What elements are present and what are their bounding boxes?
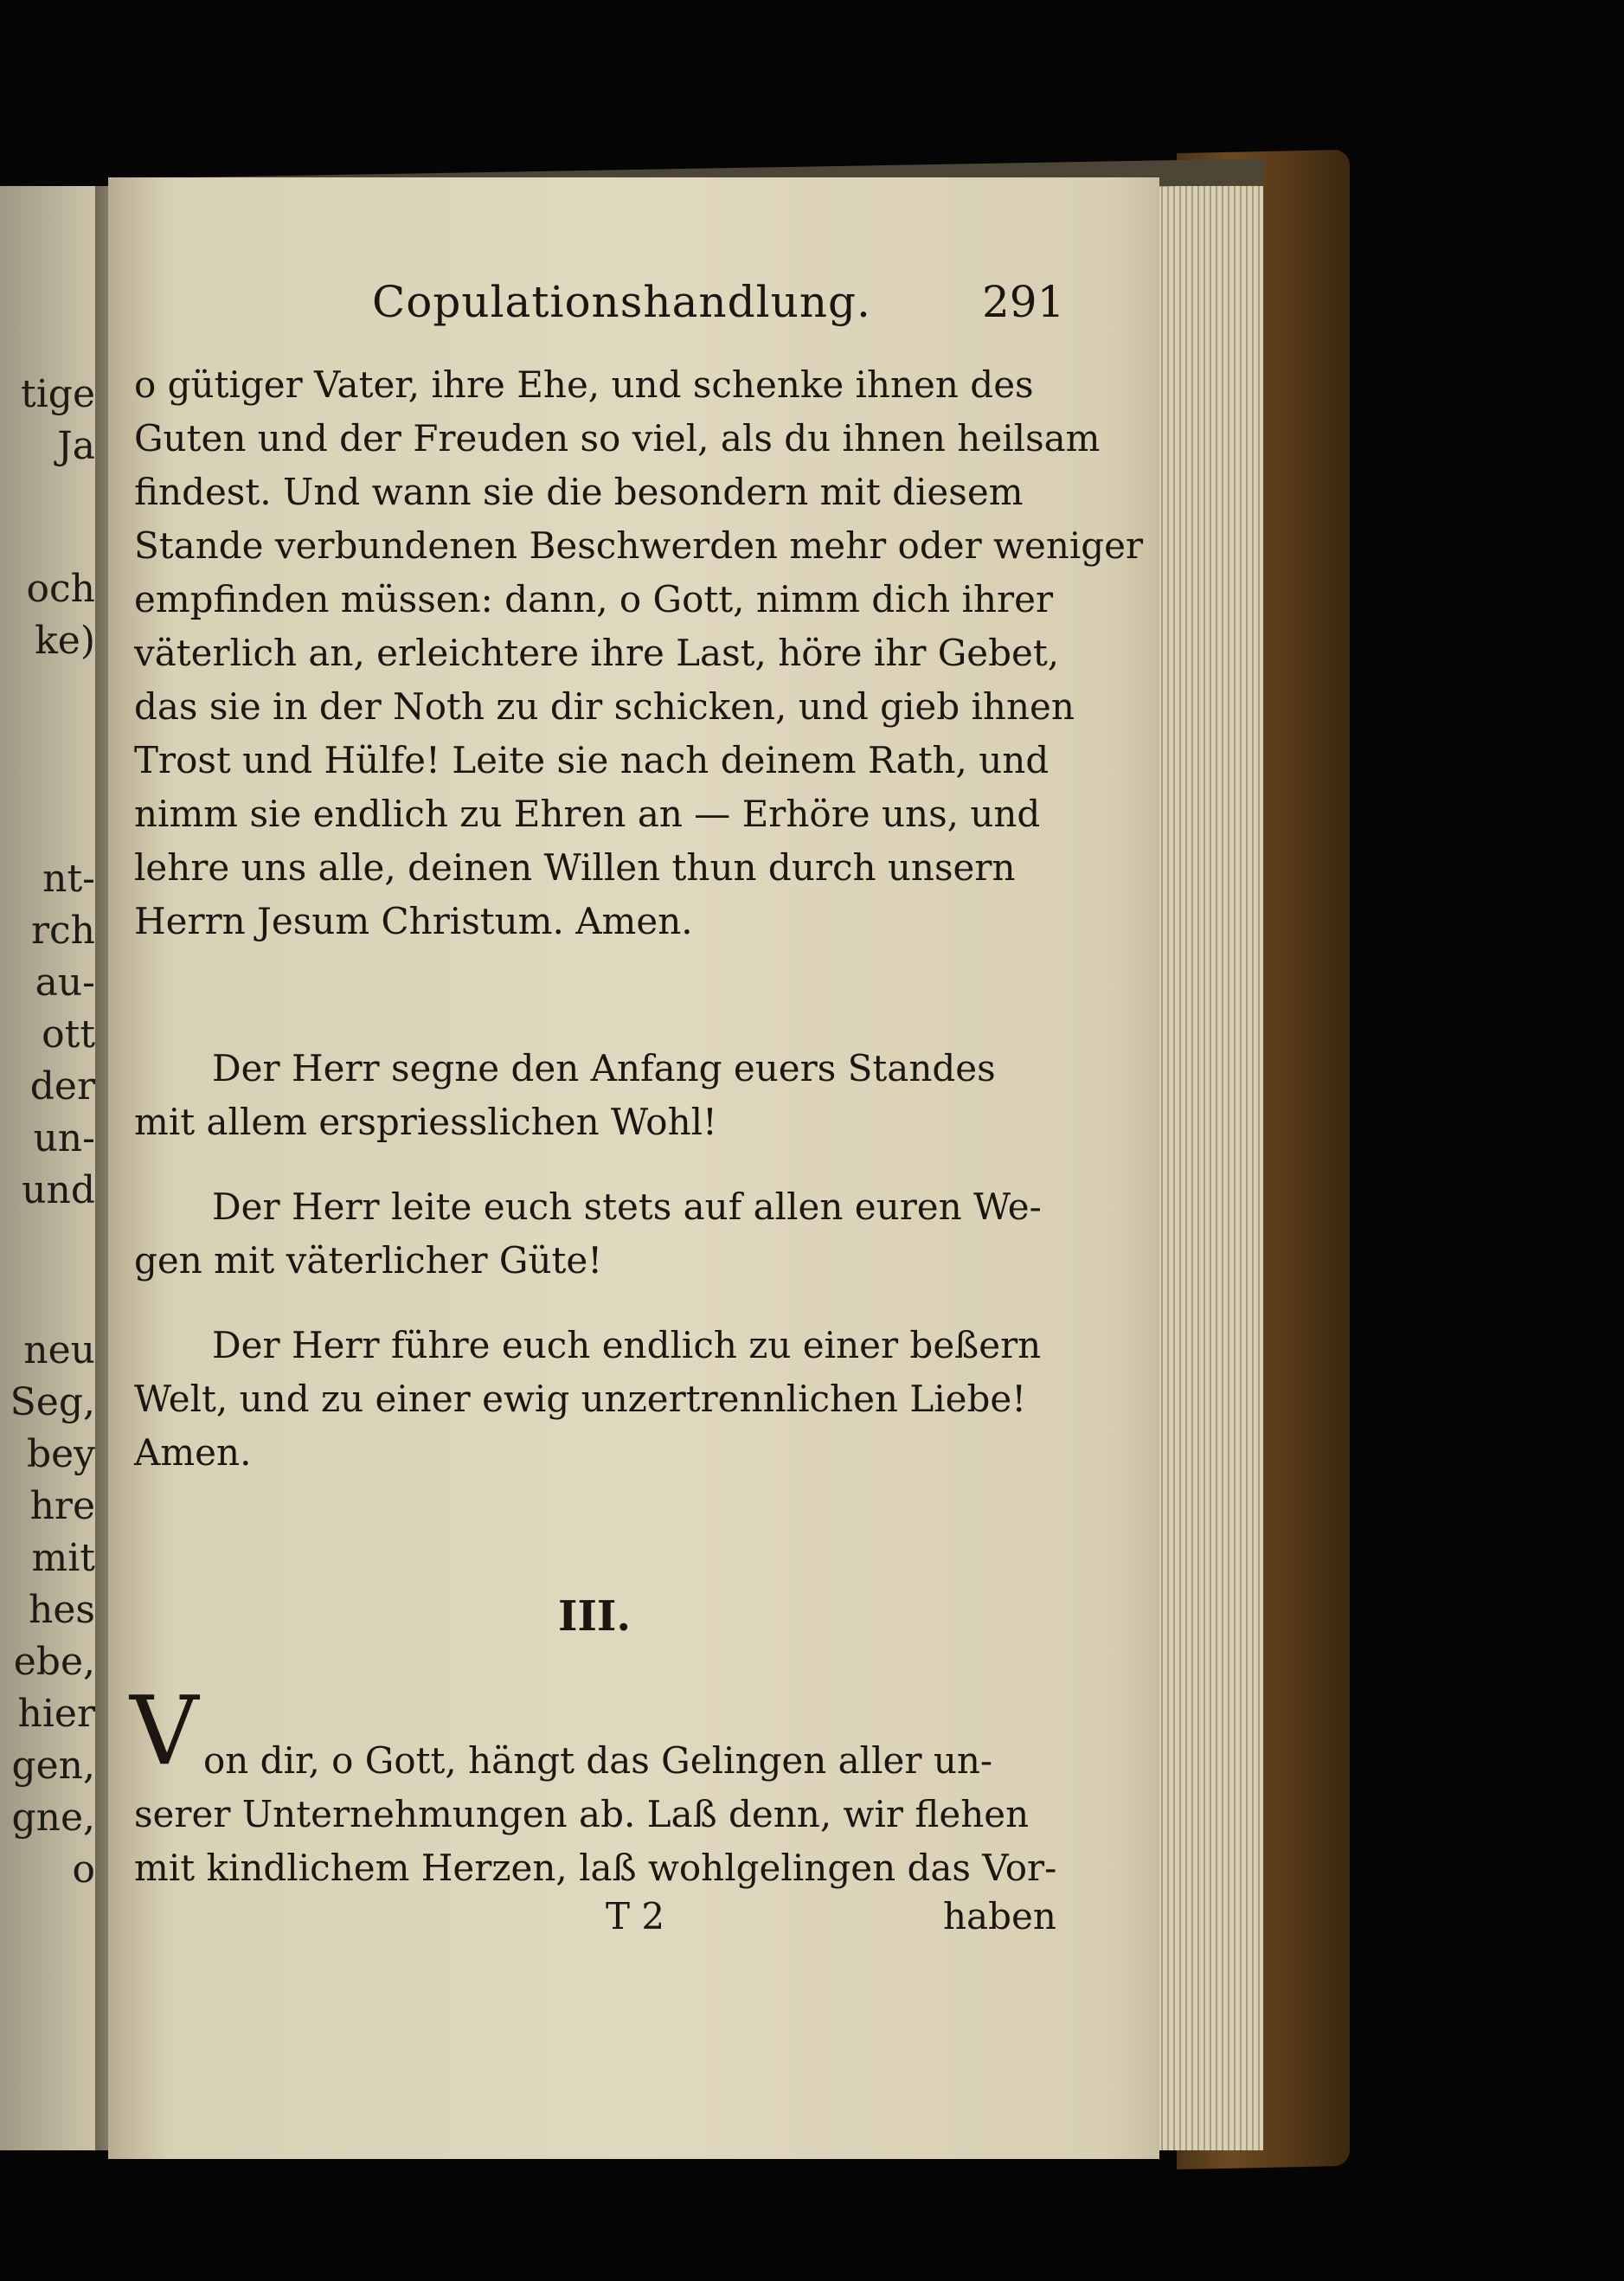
left-fragment: mit	[31, 1536, 95, 1580]
blessing-line: Der Herr leite euch stets auf allen euren We-	[212, 1185, 1042, 1228]
text-line: serer Unternehmungen ab. Laß denn, wir flehen	[134, 1793, 1030, 1835]
text-line: Stande verbundenen Beschwerden mehr oder weniger	[134, 524, 1144, 567]
left-fragment: hes	[29, 1588, 95, 1632]
blessing-line: Amen.	[134, 1431, 252, 1474]
blessing-line: Welt, und zu einer ewig unzertrennlichen Liebe!	[134, 1378, 1027, 1420]
text-line: empfinden müssen: dann, o Gott, nimm dich ihrer	[134, 578, 1054, 620]
left-fragment: hre	[29, 1484, 95, 1528]
catchword: haben	[943, 1895, 1056, 1937]
text-line: lehre uns alle, deinen Willen thun durch unsern	[134, 846, 1016, 889]
page-number: 291	[982, 277, 1065, 327]
left-fragment: ke)	[35, 619, 95, 663]
left-fragment: der	[29, 1064, 95, 1108]
text-line: Trost und Hülfe! Leite sie nach deinem Rath, und	[134, 739, 1050, 781]
text-line: väterlich an, erleichtere ihre Last, höre ihr Gebet,	[134, 632, 1060, 674]
text-line: findest. Und wann sie die besondern mit diesem	[134, 471, 1024, 513]
left-fragment: neu	[23, 1328, 95, 1372]
text-line: Herrn Jesum Christum. Amen.	[134, 900, 693, 942]
left-fragment: gen,	[11, 1744, 95, 1788]
left-fragment: Ja	[57, 424, 95, 468]
page-edges	[1151, 186, 1263, 2150]
left-fragment: ott	[42, 1012, 95, 1057]
signature-mark: T 2	[606, 1895, 665, 1937]
left-fragment: hier	[17, 1692, 95, 1736]
left-fragment: och	[26, 567, 95, 611]
text-line: mit kindlichem Herzen, laß wohlgelingen das Vor-	[134, 1847, 1057, 1889]
blessing-line: Der Herr führe euch endlich zu einer beßern	[212, 1324, 1042, 1366]
left-fragment: rch	[30, 909, 95, 953]
blessing-line: Der Herr segne den Anfang euers Standes	[212, 1047, 996, 1089]
text-line: Guten und der Freuden so viel, als du ihnen heilsam	[134, 417, 1101, 459]
text-line: o gütiger Vater, ihre Ehe, und schenke ihnen des	[134, 363, 1034, 406]
text-line: das sie in der Noth zu dir schicken, und gieb ihnen	[134, 685, 1075, 728]
left-fragment: au-	[35, 961, 95, 1005]
left-fragment: o	[72, 1847, 95, 1892]
left-fragment: bey	[26, 1432, 95, 1476]
left-fragment: tige	[21, 372, 95, 416]
left-fragment: Seg,	[10, 1380, 95, 1424]
left-fragment: un-	[33, 1116, 95, 1160]
section-heading: III.	[558, 1592, 632, 1641]
running-header: Copulationshandlung.	[372, 277, 871, 327]
blessing-line: gen mit väterlicher Güte!	[134, 1239, 603, 1282]
text-line: on dir, o Gott, hängt das Gelingen aller un-	[203, 1739, 993, 1782]
blessing-line: mit allem erspriesslichen Wohl!	[134, 1101, 717, 1143]
left-page	[0, 186, 108, 2150]
left-fragment: gne,	[11, 1796, 95, 1840]
text-line: nimm sie endlich zu Ehren an — Erhöre uns, und	[134, 793, 1041, 835]
left-fragment: und	[22, 1168, 95, 1212]
drop-cap: V	[130, 1675, 199, 1786]
left-fragment: ebe,	[13, 1640, 95, 1684]
left-fragment: nt-	[42, 857, 95, 901]
